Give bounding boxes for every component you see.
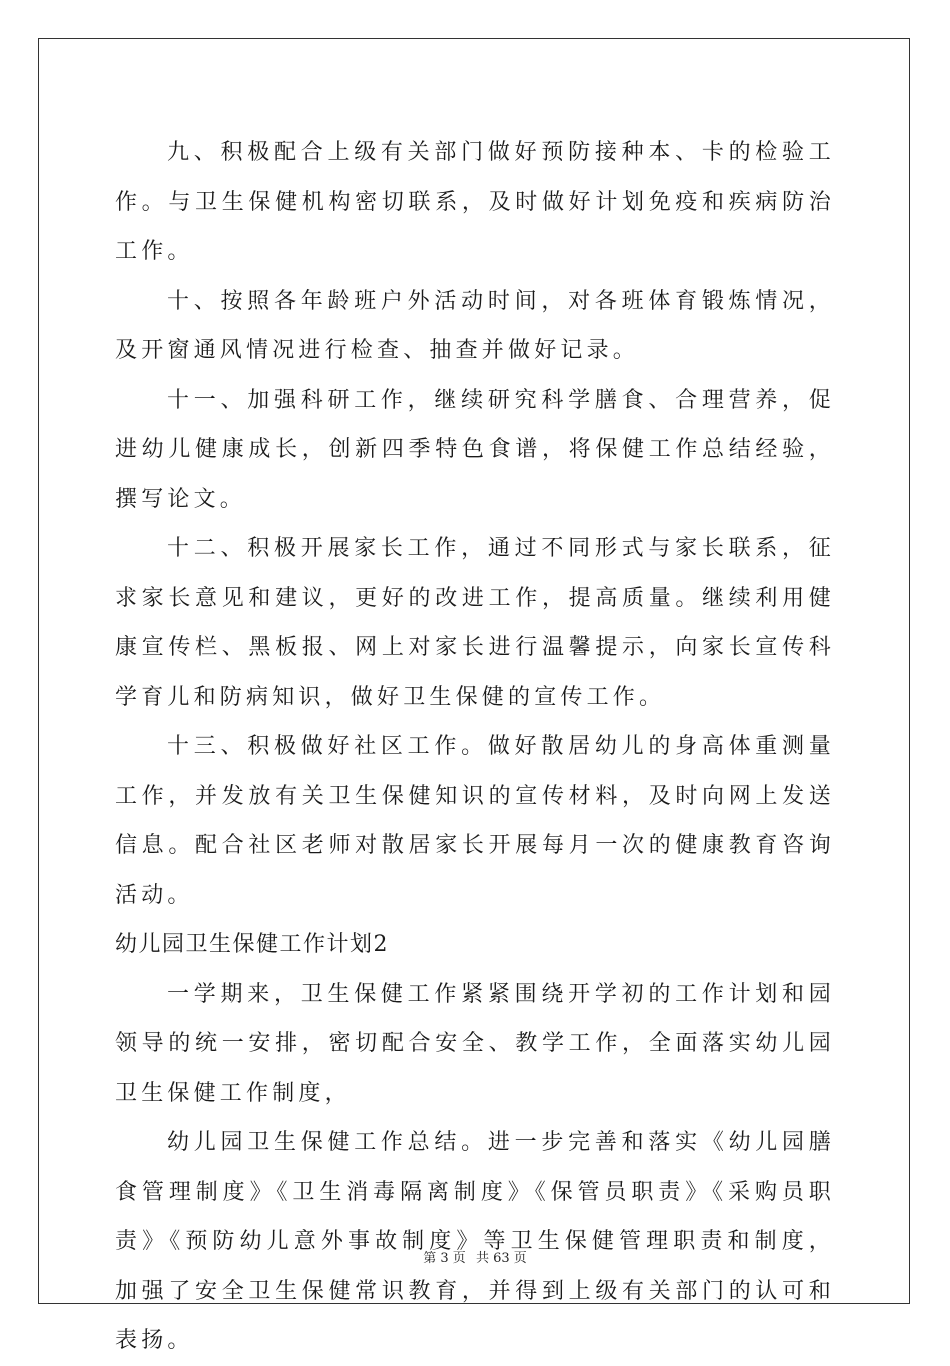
section-heading: 幼儿园卫生保健工作计划2 — [115, 932, 389, 957]
paragraph-item-11: 十一、加强科研工作，继续研究科学膳食、合理营养，促进幼儿健康成长，创新四季特色食谱，将保健工作总结经验，撰写论文。 — [115, 387, 835, 512]
page-footer — [0, 1247, 950, 1266]
paragraph-item-12: 十二、积极开展家长工作，通过不同形式与家长联系，征求家长意见和建议，更好的改进工作，提高质量。继续利用健康宣传栏、黑板报、网上对家长进行温馨提示，向家长宣传科学育儿和防病知识，做好卫生保健的宣传工作。 — [115, 536, 835, 710]
document-body — [115, 128, 835, 1366]
paragraph-item-10: 十、按照各年龄班户外活动时间，对各班体育锻炼情况，及开窗通风情况进行检查、抽查并做好记录。 — [115, 288, 835, 363]
paragraph-item-9: 九、积极配合上级有关部门做好预防接种本、卡的检验工作。与卫生保健机构密切联系，及时做好计划免疫和疾病防治工作。 — [115, 140, 835, 264]
page-total: 共 63 页 — [475, 1251, 527, 1266]
paragraph-item-13: 十三、积极做好社区工作。做好散居幼儿的身高体重测量工作，并发放有关卫生保健知识的宣传材料，及时向网上发送信息。配合社区老师对散居家长开展每月一次的健康教育咨询活动。 — [115, 734, 835, 908]
paragraph-intro: 一学期来，卫生保健工作紧紧围绕开学初的工作计划和园领导的统一安排，密切配合安全、教学工作，全面落实幼儿园卫生保健工作制度， — [115, 981, 835, 1106]
paragraph-summary: 幼儿园卫生保健工作总结。进一步完善和落实《幼儿园膳食管理制度》《卫生消毒隔离制度》《保管员职责》《采购员职责》《预防幼儿意外事故制度》等卫生保健管理职责和制度，加强了安全卫生保健常识教育，并得到上级有关部门的认可和表扬。 — [115, 1130, 835, 1353]
page-number: 第 3 页 — [423, 1251, 466, 1266]
